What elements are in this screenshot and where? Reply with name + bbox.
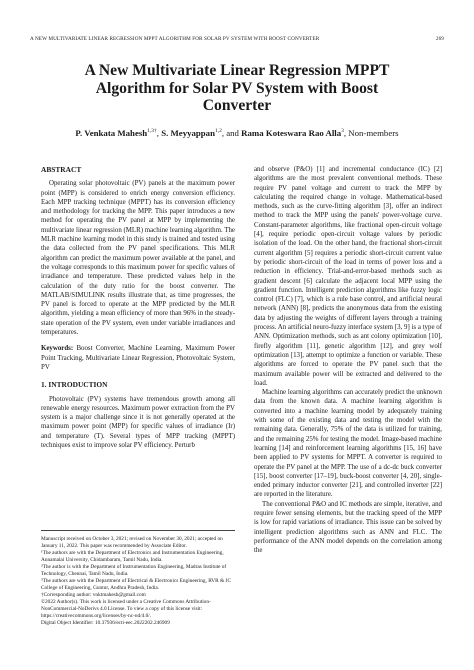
title-line-2: Algorithm for Solar PV System with Boost — [95, 79, 379, 97]
page-number: 269 — [435, 36, 444, 42]
right-paragraph-2: Machine learning algorithms can accurately predict the unknown data from the known data. A machine learning algorithm is converted into a machine learning model by adequately training with some of the existing data and testing the model with the remaining data. Generally, 75% of the data is utilized for training, and the remaining 25% for testing the model. Image-based machine learning [14] and reinforcement learning algorithms [15, 16] have been applied to PV systems for MPPT. A converter is required to operate the PV panel at the MPP. The use of a dc-dc buck converter [15], boost converter [17–19], buck-boost converter [4, 20], single-ended primary inductor converter [21], and controlled inverter [22] are reported in the literature. — [254, 389, 442, 499]
footnotes — [41, 530, 235, 627]
introduction-text: Photovoltaic (PV) systems have tremendous growth among all renewable energy resources. Maximum power extraction from the PV system is a major challenge since it is not generally operated at the maximum power point (MPP) for specific values of irradiance (Ir) and temperature (T). Several types of MPP tracking (MPPT) techniques exist to improve solar PV efficiency. Perturb — [41, 395, 235, 450]
author-3-affiliation: 3 — [341, 128, 344, 135]
abstract-heading: ABSTRACT — [41, 165, 82, 174]
keywords-label: Keywords: — [41, 345, 74, 353]
right-paragraph-1: and observe (P&O) [1] and incremental conductance (IC) [2] algorithms are the most prevalent conventional methods. These require PV panel voltage and current to track the MPP by calculating the required change in voltage. Mathematical-based methods, such as the curve-fitting algorithm [3], offer an indirect method to track the MPP using the panels' power-voltage curve. Constant-parameter algorithms, like fractional open-circuit voltage [4], require periodic open-circuit voltage values by periodic isolation of the load. On the other hand, the fractional short-circuit current algorithm [5] requires a periodic short-circuit current value by periodic short-circuit of the load in terms of power loss and a reduction in efficiency. Trial-and-error-based methods such as gradient descent [6] calculate the adjacent local MPP using the gradient function. Intelligent prediction algorithms like fuzzy logic control (FLC) [7], which is a rule base control, and artificial neural network (ANN) [8], predicts the anonymous data from the existing data by adjusting the weights of different layers through a training process. An artificial neuro-fuzzy interface system [3, 9] is a type of ANN. Optimization methods, such as ant colony optimization [10], firefly algorithm [11], genetic algorithm [12], and grey wolf optimization [13], attempt to optimize a function or variable. These algorithms are forced to operate the PV panel such that the maximum available power will be extracted and delivered to the load. — [254, 166, 442, 387]
author-3: Rama Koteswara Rao Alla — [241, 128, 342, 138]
introduction-heading: 1. INTRODUCTION — [41, 380, 108, 390]
footnote-affiliation-1: ¹The authors are with the Department of Electronics and Instrumentation Engineering, Annamalai University, Chidambaram, Tamil Nadu, India. — [41, 550, 224, 563]
footnote-manuscript: Manuscript received on October 3, 2021; revised on November 30, 2021; accepted on January 11, 2022. This paper was recommended by Associate Editor. — [41, 536, 223, 549]
title-line-1: A New Multivariate Linear Regression MPPT — [84, 62, 390, 79]
author-2: S. Meyyappan — [161, 128, 215, 138]
right-paragraph-3: The conventional P&O and IC methods are simple, iterative, and require fewer sensing elements, but the tracking speed of the MPP is low for rapid variations of irradiance. This issue can be solved by intelligent prediction algorithms such as ANN and FLC. The performance of the ANN model depends on the correlation among the — [254, 500, 442, 555]
author-1: P. Venkata Mahesh — [75, 128, 148, 138]
footnote-license: ©2022 Author(s). This work is licensed under a Creative Commons Attribution-NonCommercial-NoDerivs 4.0 License. To view a copy of this license visit: https://creativecommons.org/licenses/by-nc-nd/4.0/. — [41, 599, 211, 619]
title-line-3: Converter — [202, 97, 272, 114]
author-separator-2: , and — [221, 128, 242, 138]
running-head — [30, 36, 444, 42]
right-column — [254, 165, 442, 555]
author-list — [20, 128, 454, 138]
author-separator-1: , — [156, 128, 162, 138]
running-title: A NEW MULTIVARIATE LINEAR REGRESSION MPPT ALGORITHM FOR SOLAR PV SYSTEM WITH BOOST CONVERTER — [30, 36, 320, 42]
keywords-text: Boost Converter, Machine Learning, Maximum Power Point Tracking, Multivariate Linear Regression, Photovoltaic System, PV — [41, 345, 235, 371]
author-2-affiliation: 1,2 — [214, 128, 222, 135]
author-1-affiliation: 1,3† — [147, 128, 157, 135]
footnote-affiliation-2: ²The author is with the Department of Instrumentation Engineering, Madras Institute of Technology, Chennai, Tamil Nadu, India. — [41, 564, 227, 577]
footnote-doi: Digital Object Identifier: 10.37936/ecti-eec.2022202.246909 — [41, 620, 170, 626]
footnote-affiliation-3: ³The authors are with the Department of Electrical & Electronics Engineering, RVR & JC College of Engineering, Guntur, Andhra Pradesh, India. — [41, 578, 232, 591]
author-suffix: , Non-members — [343, 128, 399, 138]
keywords — [41, 344, 235, 372]
footnote-corresponding: †Corresponding author: vnktmahesh@gmail.com — [41, 592, 146, 598]
paper-title — [20, 62, 454, 115]
abstract-text: Operating solar photovoltaic (PV) panels at the maximum power point (MPP) is considered to enrich energy conversion efficiency. Each MPP tracking technique (MPPT) has its conversion efficiency and methodology for tracking the MPP. This paper introduces a new method for operating the PV panel at MPP by implementing the multivariate linear regression (MLR) machine learning algorithm. The MLR machine learning model in this study is trained and tested using the data collected from the PV panel specifications. This MLR algorithm can predict the maximum power available at the panel, and the voltage corresponds to this maximum power for specific values of irradiance and temperature. These predicted values help in the calculation of the duty ratio for the boost converter. The MATLAB/SIMULINK results illustrate that, as time progresses, the PV panel is forced to operate at the MPP predicted by the MLR algorithm, yielding a mean efficiency of more than 96% in the steady-state operation of the PV system, even under variable irradiances and temperatures. — [41, 180, 235, 337]
left-column — [41, 165, 235, 450]
